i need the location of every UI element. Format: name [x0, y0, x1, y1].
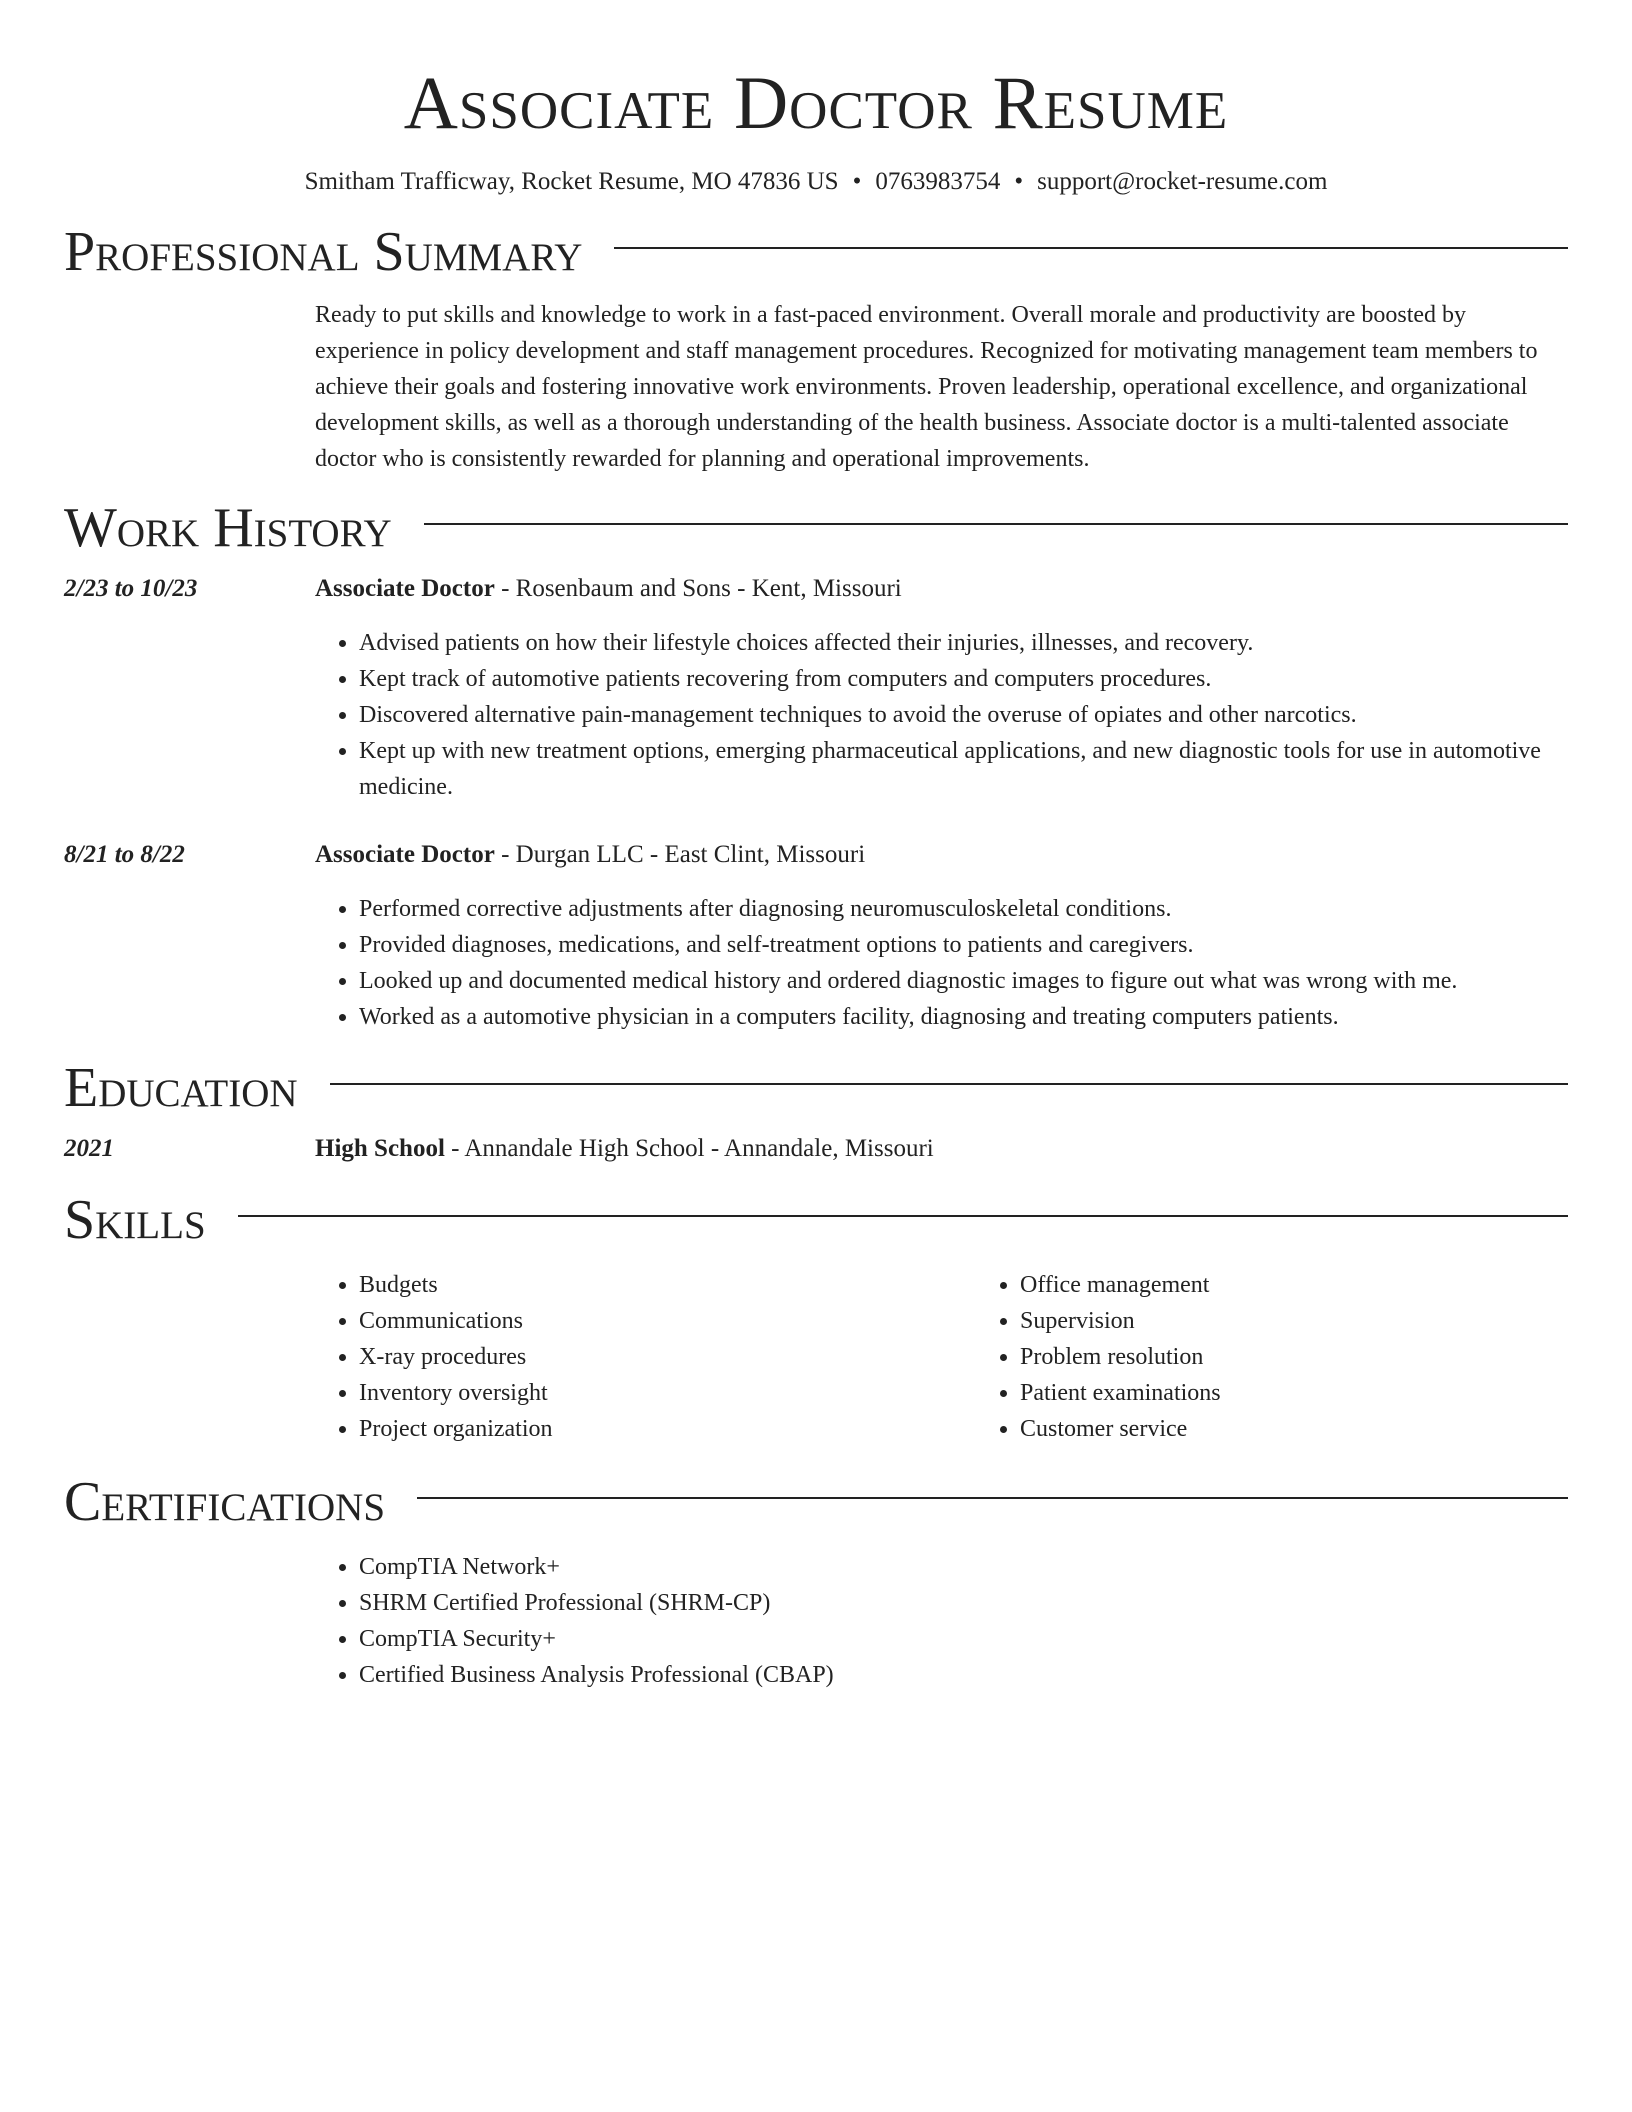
education-entry: [64, 1131, 1568, 1167]
job-details: - Rosenbaum and Sons - Kent, Missouri: [494, 575, 902, 602]
job-header: [315, 837, 1568, 873]
section-divider: [330, 1083, 1568, 1085]
certifications-heading: Certifications: [64, 1471, 386, 1533]
list-item: • Performed corrective adjustments after diagnosing neuromusculoskeletal conditions.: [359, 891, 1568, 927]
job-title: Associate Doctor: [315, 841, 495, 868]
section-divider: [417, 1497, 1568, 1499]
education-year: 2021: [64, 1135, 114, 1162]
job-header: [315, 571, 1568, 607]
education-section-header: [64, 1055, 1568, 1121]
list-item: • Discovered alternative pain-management techniques to avoid the overuse of opiates and other narcotics.: [359, 697, 1568, 733]
skill-item: • Customer service: [1020, 1411, 1632, 1447]
section-divider: [614, 247, 1568, 249]
education-details: - Annandale High School - Annandale, Missouri: [444, 1135, 934, 1162]
work-heading: Work History: [64, 497, 392, 559]
skill-item: • Patient examinations: [1020, 1375, 1632, 1411]
skill-item: • Project organization: [359, 1411, 976, 1447]
certification-item: • Certified Business Analysis Professional (CBAP): [359, 1657, 1568, 1693]
summary-heading: Professional Summary: [64, 221, 583, 283]
education-header: [315, 1131, 1568, 1167]
list-item: • Looked up and documented medical history and ordered diagnostic images to figure out what was wrong with me.: [359, 963, 1568, 999]
certifications-section-header: [64, 1469, 1568, 1535]
resume-page: [64, 0, 1568, 1693]
skill-item: • X-ray procedures: [359, 1339, 976, 1375]
certification-item: • CompTIA Security+: [359, 1621, 1568, 1657]
list-item: • Kept track of automotive patients recovering from computers and computers procedures.: [359, 661, 1568, 697]
skill-item: • Inventory oversight: [359, 1375, 976, 1411]
education-degree: High School: [315, 1135, 445, 1162]
section-divider: [238, 1215, 1568, 1217]
resume-title: Associate Doctor Resume: [403, 62, 1229, 145]
skill-item: • Office management: [1020, 1267, 1632, 1303]
contact-address: Smitham Trafficway, Rocket Resume, MO 47836 US: [304, 168, 839, 195]
list-item: • Advised patients on how their lifestyle choices affected their injuries, illnesses, and recovery.: [359, 625, 1568, 661]
skill-item: • Supervision: [1020, 1303, 1632, 1339]
contact-line: [64, 166, 1568, 198]
job-duties: [315, 891, 1568, 1035]
certifications-list: [315, 1549, 1568, 1693]
job-details: - Durgan LLC - East Clint, Missouri: [494, 841, 866, 868]
skills-heading: Skills: [64, 1189, 206, 1251]
contact-email: support@rocket-resume.com: [1037, 168, 1328, 195]
skill-item: • Budgets: [359, 1267, 976, 1303]
certification-item: • CompTIA Network+: [359, 1549, 1568, 1585]
certification-item: • SHRM Certified Professional (SHRM-CP): [359, 1585, 1568, 1621]
skills-section-header: [64, 1187, 1568, 1253]
contact-separator: •: [852, 168, 862, 195]
contact-separator: •: [1014, 168, 1024, 195]
job-entry: [64, 571, 1568, 805]
job-entry: [64, 837, 1568, 1035]
skill-item: • Problem resolution: [1020, 1339, 1632, 1375]
job-title: Associate Doctor: [315, 575, 495, 602]
skills-column-1: [315, 1267, 976, 1447]
summary-section-header: [64, 219, 1568, 285]
work-section-header: [64, 495, 1568, 561]
skills-list: [315, 1267, 1568, 1447]
list-item: • Provided diagnoses, medications, and self-treatment options to patients and caregivers.: [359, 927, 1568, 963]
skill-item: • Communications: [359, 1303, 976, 1339]
summary-text: Ready to put skills and knowledge to work in a fast-paced environment. Overall morale and productivity are boosted by experience in policy development and staff management procedures. Recognized for motivating management team members to achieve their goals and fostering innovative work environments. Proven leadership, operational excellence, and organizational development skills, as well as a thorough understanding of the health business. Associate doctor is a multi-talented associate doctor who is consistently rewarded for planning and operational improvements.: [315, 302, 1538, 472]
skills-column-2: [976, 1267, 1632, 1447]
job-duties: [315, 625, 1568, 805]
list-item: • Kept up with new treatment options, emerging pharmaceutical applications, and new diagnostic tools for use in automotive medicine.: [359, 733, 1568, 805]
job-dates: 2/23 to 10/23: [64, 575, 198, 602]
education-heading: Education: [64, 1057, 298, 1119]
list-item: • Worked as a automotive physician in a computers facility, diagnosing and treating computers patients.: [359, 999, 1568, 1035]
job-dates: 8/21 to 8/22: [64, 841, 185, 868]
section-divider: [424, 523, 1568, 525]
contact-phone: 0763983754: [875, 168, 1001, 195]
certifications-list-wrapper: [315, 1549, 1568, 1693]
